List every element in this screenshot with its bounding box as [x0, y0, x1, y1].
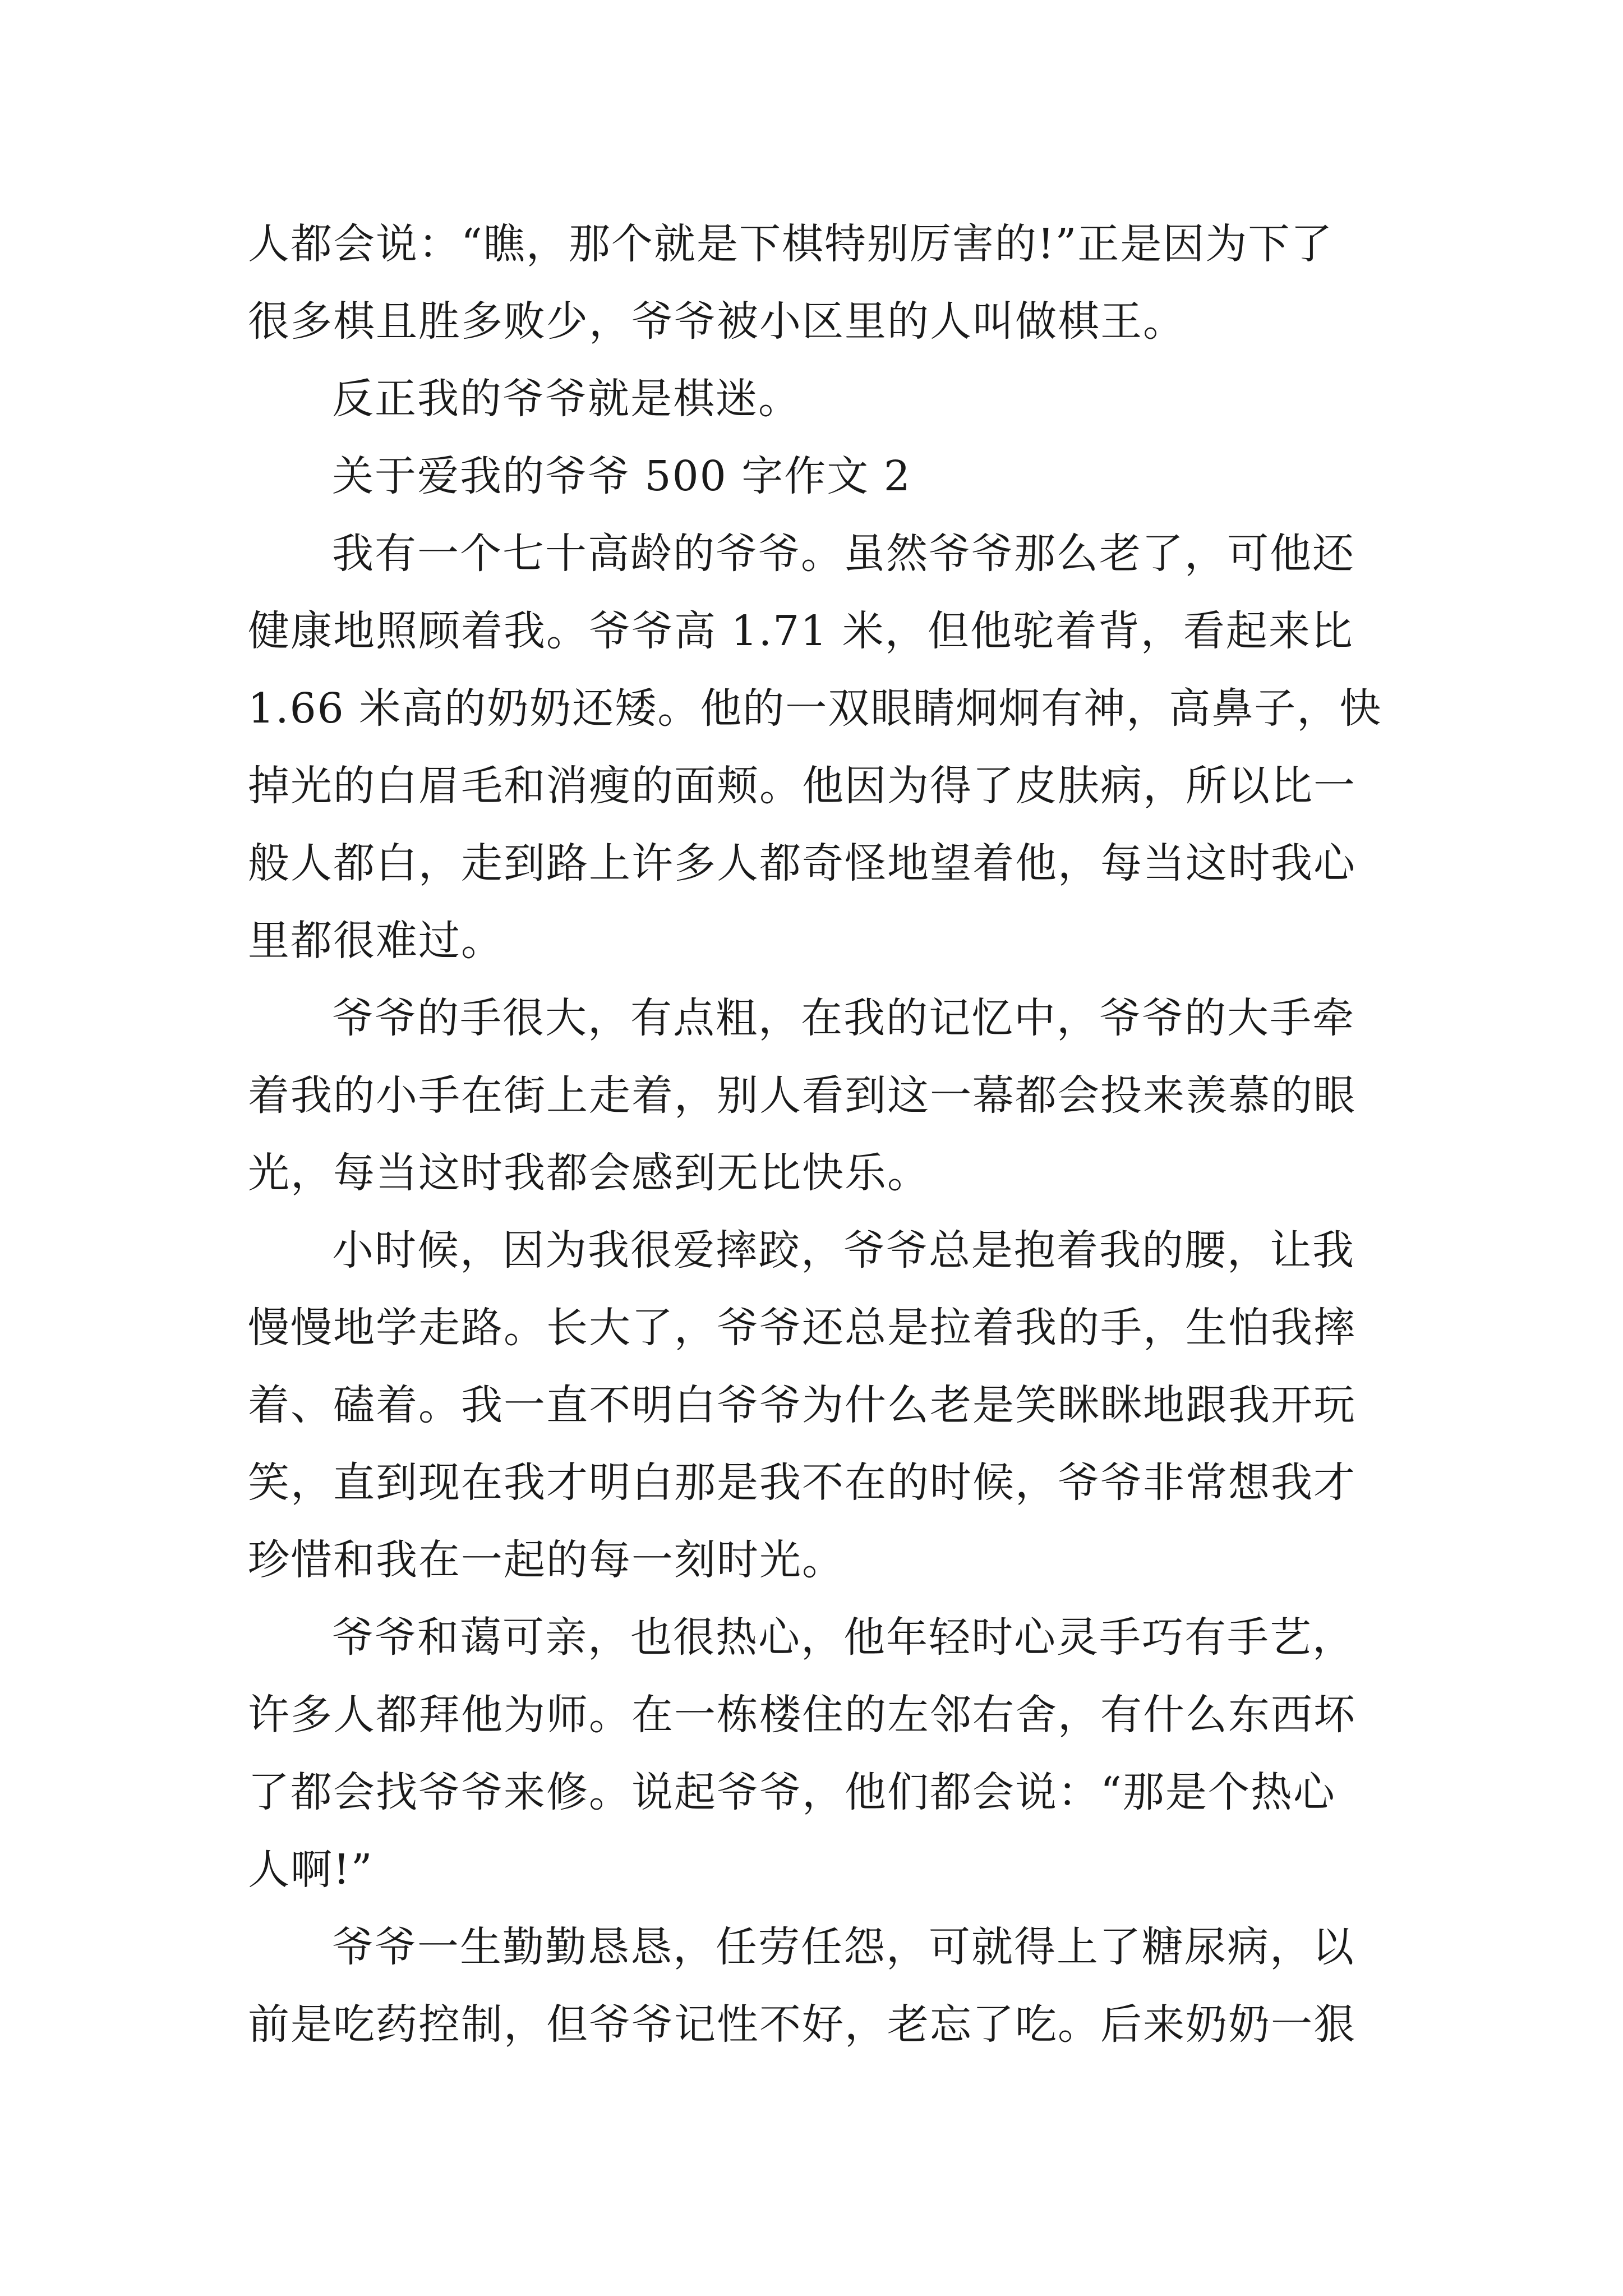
paragraph [248, 515, 1382, 979]
text-line: 光，每当这时我都会感到无比快乐。 [248, 1149, 930, 1197]
text-line: 珍惜和我在一起的每一刻时光。 [248, 1536, 845, 1584]
document-body [248, 205, 1382, 2063]
paragraph [248, 1908, 1375, 2063]
text-line: 慢慢地学走路。长大了，爷爷还总是拉着我的手，生怕我摔 [248, 1304, 1356, 1352]
text-line: 很多棋且胜多败少，爷爷被小区里的人叫做棋王。 [248, 297, 1186, 346]
text-line: 人啊!” [248, 1846, 374, 1894]
text-line: 里都很难过。 [248, 917, 504, 965]
text-line: 1.66 米高的奶奶还矮。他的一双眼睛炯炯有神，高鼻子，快 [248, 684, 1382, 733]
text-line: 着、磕着。我一直不明白爷爷为什么老是笑眯眯地跟我开玩 [248, 1381, 1356, 1429]
text-line: 着我的小手在街上走着，别人看到这一幕都会投来羡慕的眼 [248, 1071, 1356, 1120]
text-line: 许多人都拜他为师。在一栋楼住的左邻右舍，有什么东西坏 [248, 1691, 1356, 1739]
text-line: 反正我的爷爷就是棋迷。 [332, 375, 801, 423]
paragraph [248, 979, 1375, 1212]
text-line: 爷爷一生勤勤恳恳，任劳任怨，可就得上了糖尿病，以 [332, 1923, 1355, 1971]
paragraph [248, 1212, 1375, 1599]
text-line: 爷爷的手很大，有点粗，在我的记忆中，爷爷的大手牵 [332, 994, 1355, 1042]
text-line: 笑，直到现在我才明白那是我不在的时候，爷爷非常想我才 [248, 1458, 1356, 1507]
text-line: 我有一个七十高龄的爷爷。虽然爷爷那么老了，可他还 [332, 530, 1355, 578]
paragraph [248, 360, 1375, 438]
text-line: 人都会说：“瞧，那个就是下棋特别厉害的!”正是因为下了 [248, 220, 1334, 268]
text-line: 掉光的白眉毛和消瘦的面颊。他因为得了皮肤病，所以比一 [248, 762, 1356, 810]
paragraph [248, 1599, 1375, 1908]
text-line: 爷爷和蔼可亲，也很热心，他年轻时心灵手巧有手艺， [332, 1613, 1355, 1662]
section-heading [248, 438, 1375, 515]
text-line: 般人都白，走到路上许多人都奇怪地望着他，每当这时我心 [248, 839, 1356, 887]
text-line: 了都会找爷爷来修。说起爷爷，他们都会说：“那是个热心 [248, 1768, 1336, 1816]
heading-line: 关于爱我的爷爷 500 字作文 2 [332, 452, 911, 500]
text-line: 健康地照顾着我。爷爷高 1.71 米，但他驼着背，看起来比 [248, 607, 1354, 655]
paragraph [248, 205, 1375, 360]
text-line: 前是吃药控制，但爷爷记性不好，老忘了吃。后来奶奶一狠 [248, 2000, 1356, 2049]
text-line: 小时候，因为我很爱摔跤，爷爷总是抱着我的腰，让我 [332, 1226, 1355, 1274]
